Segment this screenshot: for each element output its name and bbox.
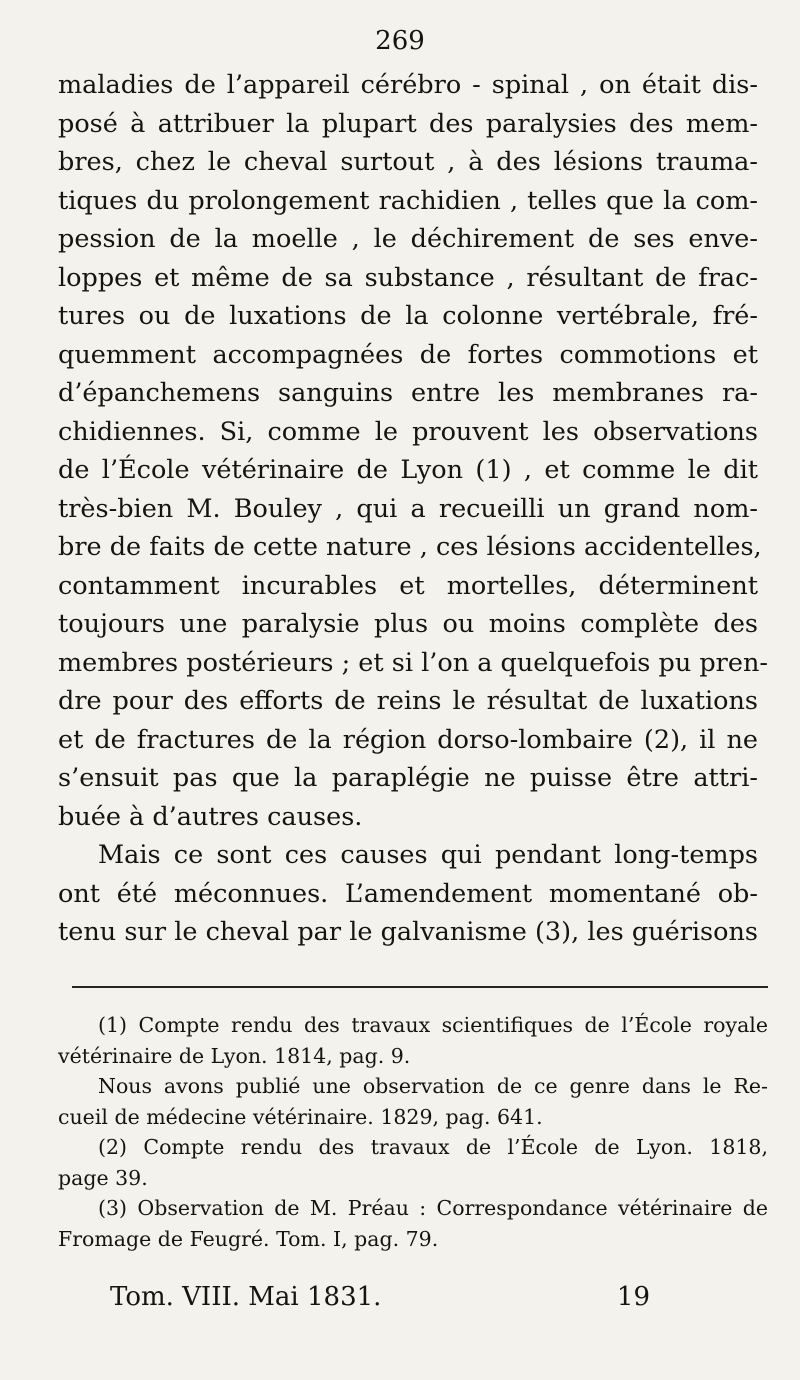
body-line: buée à d’autres causes. (58, 801, 363, 832)
body-line: pession de la moelle , le déchirement de ses enve- (58, 224, 758, 254)
body-line: d’épanchemens sanguins entre les membranes ra- (58, 378, 758, 408)
body-line: de l’École vétérinaire de Lyon (1) , et comme le dit (58, 455, 758, 485)
footnote-line: cueil de médecine vétérinaire. 1829, pag. 641. (58, 1104, 543, 1129)
footnote-line: vétérinaire de Lyon. 1814, pag. 9. (58, 1043, 411, 1068)
body-line: toujours une paralysie plus ou moins complète des (58, 609, 758, 639)
body-line: tenu sur le cheval par le galvanisme (3), les guérisons (58, 917, 758, 947)
body-line: très-bien M. Bouley , qui a recueilli un grand nom- (58, 493, 758, 524)
body-line: bres, chez le cheval surtout , à des lésions trauma- (58, 147, 758, 177)
body-line: membres postérieurs ; et si l’on a quelquefois pu pren- (58, 647, 768, 678)
footnote-line: page 39. (58, 1165, 148, 1190)
body-line: tures ou de luxations de la colonne vertébrale, fré- (58, 301, 758, 331)
footnote-line: (2) Compte rendu des travaux de l’École de Lyon. 1818, (98, 1135, 768, 1159)
footnote-divider (72, 986, 768, 988)
body-line: maladies de l’appareil cérébro - spinal , on était dis- (58, 70, 758, 100)
page-footer (110, 1282, 650, 1312)
footnote-line: (1) Compte rendu des travaux scientifiques de l’École royale (98, 1013, 768, 1037)
footnotes (58, 1010, 768, 1254)
body-line: et de fractures de la région dorso-lombaire (2), il ne (58, 724, 758, 755)
body-text (58, 66, 768, 952)
footnote-line: Nous avons publié une observation de ce genre dans le Re- (98, 1074, 768, 1098)
body-line: contamment incurables et mortelles, déterminent (58, 570, 758, 601)
body-line: ont été méconnues. L’amendement momentané ob- (58, 878, 758, 909)
body-line: chidiennes. Si, comme le prouvent les observations (58, 416, 758, 447)
body-line: posé à attribuer la plupart des paralysies des mem- (58, 108, 758, 139)
page-number: 269 (375, 26, 425, 56)
body-line: tiques du prolongement rachidien , telles que la com- (58, 185, 758, 216)
footnote-line: (3) Observation de M. Préau : Correspondance vétérinaire de (98, 1196, 768, 1220)
volume-line: Tom. VIII. Mai 1831. (110, 1282, 382, 1312)
body-line: s’ensuit pas que la paraplégie ne puisse être attri- (58, 763, 758, 793)
body-line: loppes et même de sa substance , résultant de frac- (58, 262, 758, 293)
body-line: bre de faits de cette nature , ces lésions accidentelles, (58, 532, 762, 562)
signature-mark: 19 (616, 1282, 650, 1312)
body-line: Mais ce sont ces causes qui pendant long-temps (98, 840, 758, 870)
body-line: dre pour des efforts de reins le résultat de luxations (58, 686, 758, 716)
body-line: quemment accompagnées de fortes commotions et (58, 339, 758, 370)
footnote-line: Fromage de Feugré. Tom. I, pag. 79. (58, 1226, 439, 1251)
